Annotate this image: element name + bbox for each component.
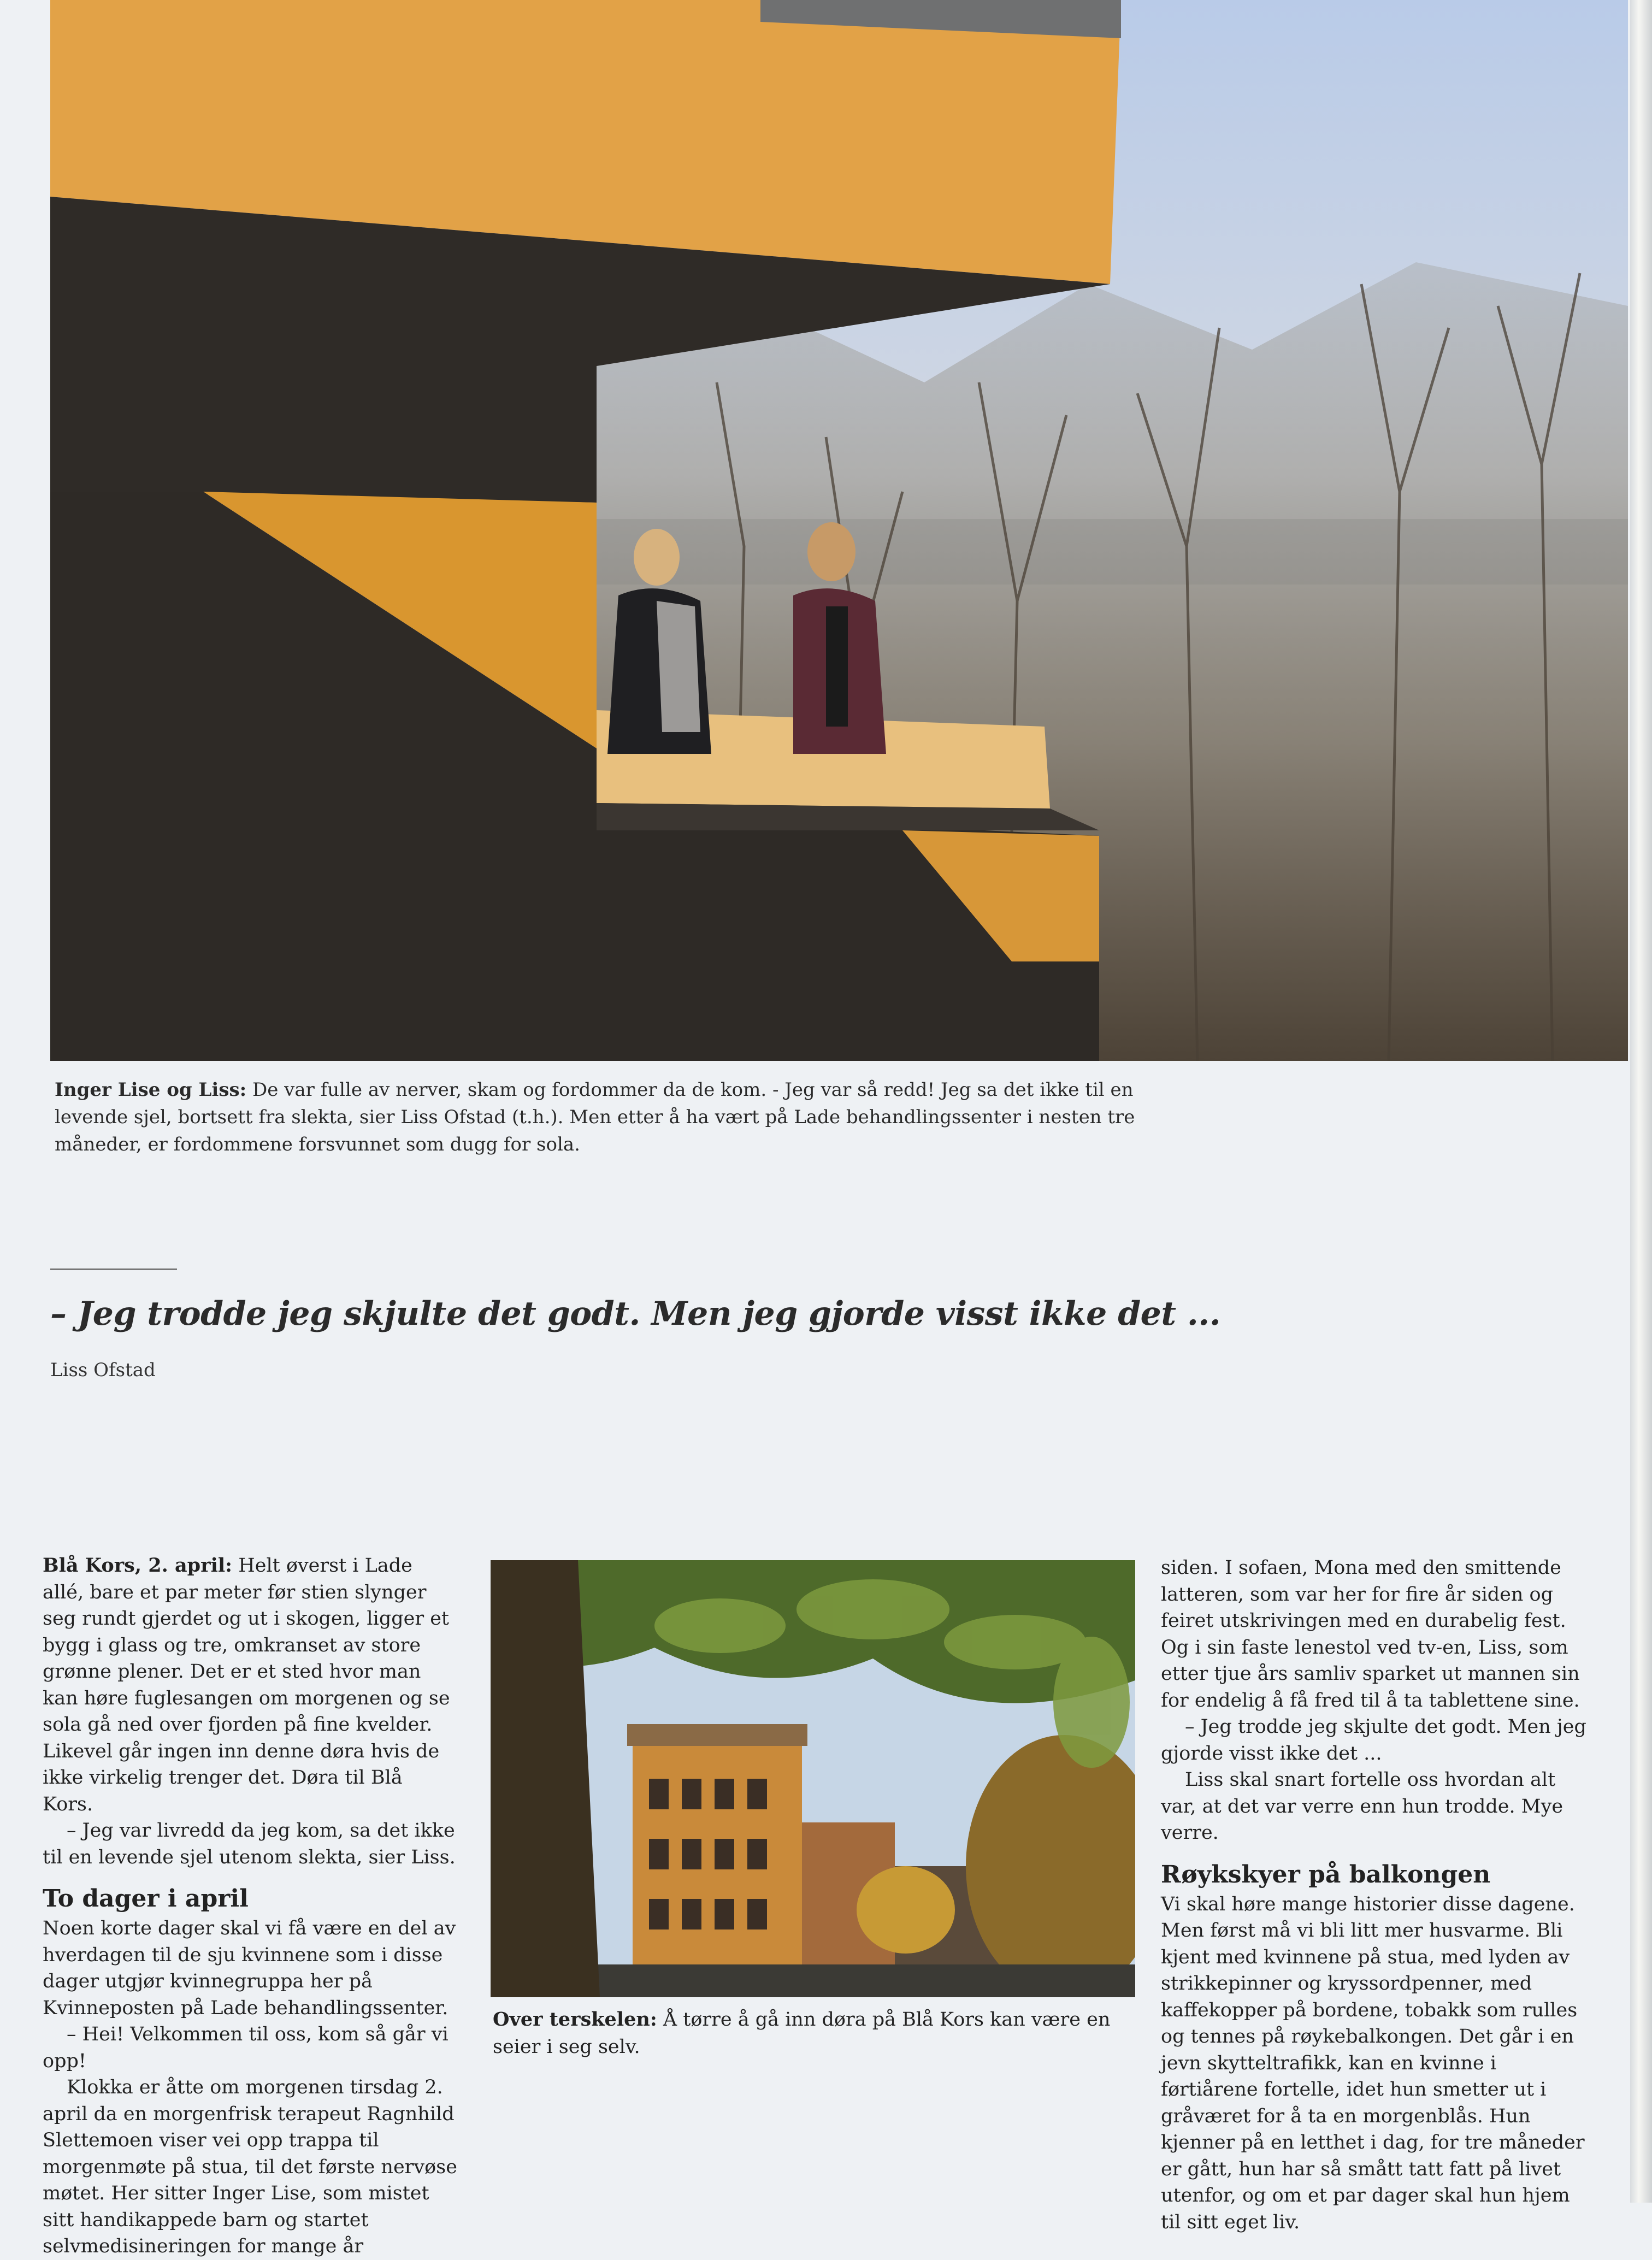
building-photo — [491, 1560, 1135, 1997]
building-photo-illustration — [491, 1560, 1135, 1997]
paragraph: Noen korte dager skal vi få være en del av hverdagen til de sju kvinnene som i disse dager utgjør kvinnegruppa her på Kvinneposten på Lade behandlingssenter. — [43, 1917, 456, 2019]
balcony-photo-illustration — [50, 0, 1628, 1061]
building-caption-lead: Over terskelen: — [493, 2008, 657, 2031]
building-caption-text: Å tørre å gå inn døra på Blå Kors kan være en seier i seg selv. — [493, 2009, 1111, 2058]
intro-text: Helt øverst i Lade allé, bare et par meter før stien slynger seg rundt gjerdet og ut i skogen, ligger et bygg i glass og tre, omkranset av store grønne plener. Det er et sted hvor man kan høre fuglesangen om morgenen og se sola gå ned over fjorden på fine kvelder. Likevel går ingen inn denne døra hvis de ikke virkelig trenger det. Døra til Blå Kors. — [43, 1555, 450, 1815]
paragraph: – Jeg var livredd da jeg kom, sa det ikke til en levende sjel utenom slekta, sier Liss. — [43, 1820, 456, 1868]
hero-caption-lead: Inger Lise og Liss: — [55, 1079, 247, 1101]
page-edge — [1630, 0, 1652, 2203]
building-photo-caption — [493, 2006, 1137, 2061]
hero-caption — [55, 1076, 1147, 1158]
pull-quote-author: Liss Ofstad — [50, 1359, 156, 1381]
subheading: To dager i april — [43, 1885, 249, 1913]
article-column-right — [1161, 1555, 1587, 2235]
paragraph: Liss skal snart fortelle oss hvordan alt var, at det var verre enn hun trodde. Mye verre. — [1161, 1769, 1564, 1844]
pull-quote: – Jeg trodde jeg skjulte det godt. Men jeg gjorde visst ikke det ... — [50, 1295, 1221, 1333]
paragraph: Vi skal høre mange historier disse dagene. Men først må vi bli litt mer husvarme. Bli kjent med kvinnene på stua, med lyden av strikkepinner og kryssordpenner, med kaffekopper på bordene, tobakk som rulles og tennes på røykebalkongen. Det går i en jevn skytteltrafikk, kan en kvinne i førtiårene fortelle, idet hun smetter ut i gråværet for å ta en morgenblås. Hun kjenner på en letthet i dag, for tre måneder er gått, hun har så smått tatt fatt på livet utenfor, og om et par dager skal hun hjem til sitt eget liv. — [1161, 1893, 1585, 2233]
article-column-left — [43, 1553, 458, 2260]
paragraph: – Hei! Velkommen til oss, kom så går vi opp! — [43, 2023, 449, 2072]
paragraph: – Jeg trodde jeg skjulte det godt. Men jeg gjorde visst ikke det ... — [1161, 1716, 1586, 1765]
intro-paragraph — [43, 1553, 458, 1818]
hero-photo — [50, 0, 1628, 1061]
hero-caption-text: De var fulle av nerver, skam og fordommer da de kom. - Jeg var så redd! Jeg sa det ikke til en levende sjel, bortsett fra slekta, sier Liss Ofstad (t.h.). Men etter å ha vært på Lade behandlingssenter i nesten tre måneder, er fordommene forsvunnet som dugg for sola. — [55, 1079, 1135, 1155]
divider — [50, 1268, 177, 1270]
subheading: Røykskyer på balkongen — [1161, 1860, 1491, 1889]
paragraph: Klokka er åtte om morgenen tirsdag 2. april da en morgenfrisk terapeut Ragnhild Slettemoen viser vei opp trappa til morgenmøte på stua, til det første nervøse møtet. Her sitter Inger Lise, som mistet sitt handikappede barn og startet selvmedisineringen for mange år — [43, 2076, 457, 2257]
paragraph: siden. I sofaen, Mona med den smittende latteren, som var her for fire år siden og feiret utskrivingen med en durabelig fest. Og i sin faste lenestol ved tv-en, Liss, som etter tjue års samliv sparket ut mannen sin for endelig å få fred til å ta tablettene sine. — [1161, 1557, 1580, 1712]
dateline: Blå Kors, 2. april: — [43, 1554, 233, 1577]
